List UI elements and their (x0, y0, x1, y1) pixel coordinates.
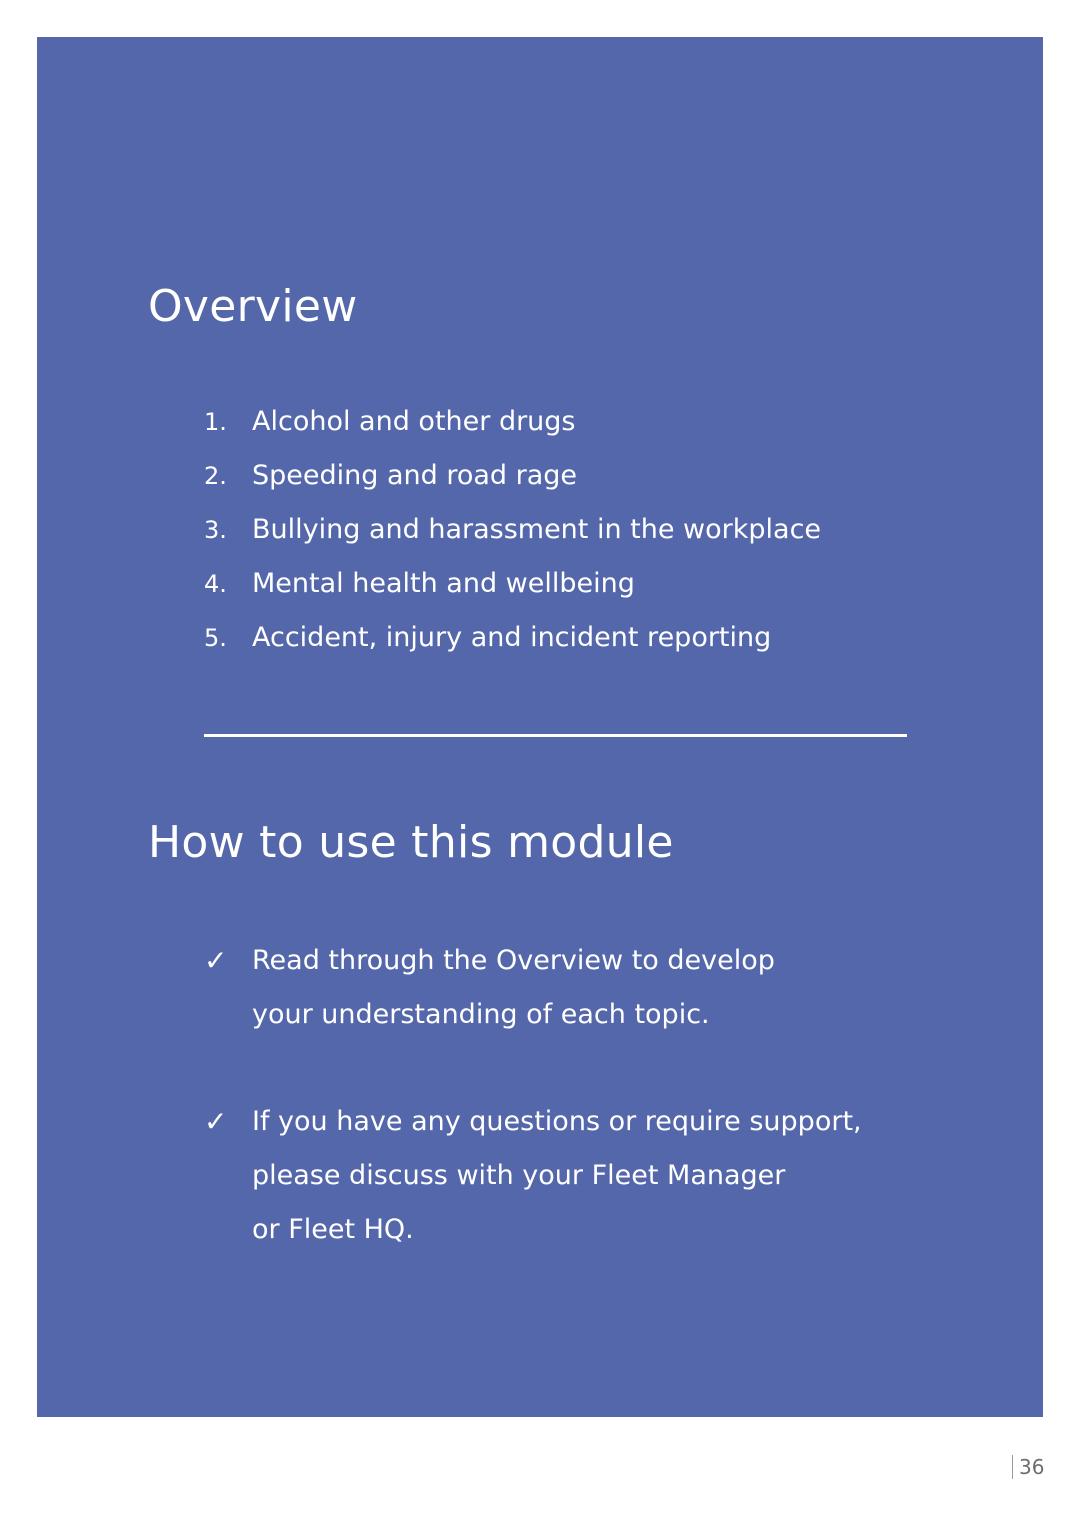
instruction-line: Read through the Overview to develop (252, 945, 775, 976)
topic-number: 1. (204, 408, 227, 436)
topic-item (204, 459, 577, 493)
topic-text: Bullying and harassment in the workplace (252, 514, 822, 545)
topic-text: Alcohol and other drugs (252, 406, 576, 437)
how-to-use-heading: How to use this module (148, 817, 674, 868)
topic-item (204, 621, 771, 655)
topic-number: 5. (204, 624, 227, 652)
topic-text: Mental health and wellbeing (252, 568, 635, 599)
checkmark-icon: ✓ (204, 944, 228, 977)
topic-item (204, 405, 576, 439)
instruction-line: please discuss with your Fleet Manager (252, 1160, 786, 1191)
topic-number: 4. (204, 570, 227, 598)
instruction-line: If you have any questions or require support, (252, 1106, 862, 1137)
overview-heading: Overview (148, 281, 358, 332)
instruction-line: or Fleet HQ. (252, 1214, 414, 1245)
instruction-item (204, 934, 775, 1042)
section-divider (204, 734, 907, 737)
page-number: 36 (1012, 1455, 1044, 1479)
checkmark-icon: ✓ (204, 1105, 228, 1138)
topic-number: 2. (204, 462, 227, 490)
topic-text: Accident, injury and incident reporting (252, 622, 772, 653)
topic-number: 3. (204, 516, 227, 544)
topic-item (204, 513, 821, 547)
module-panel (37, 37, 1043, 1417)
instruction-line: your understanding of each topic. (252, 999, 710, 1030)
topic-item (204, 567, 635, 601)
instruction-item (204, 1095, 862, 1257)
topic-text: Speeding and road rage (252, 460, 578, 491)
